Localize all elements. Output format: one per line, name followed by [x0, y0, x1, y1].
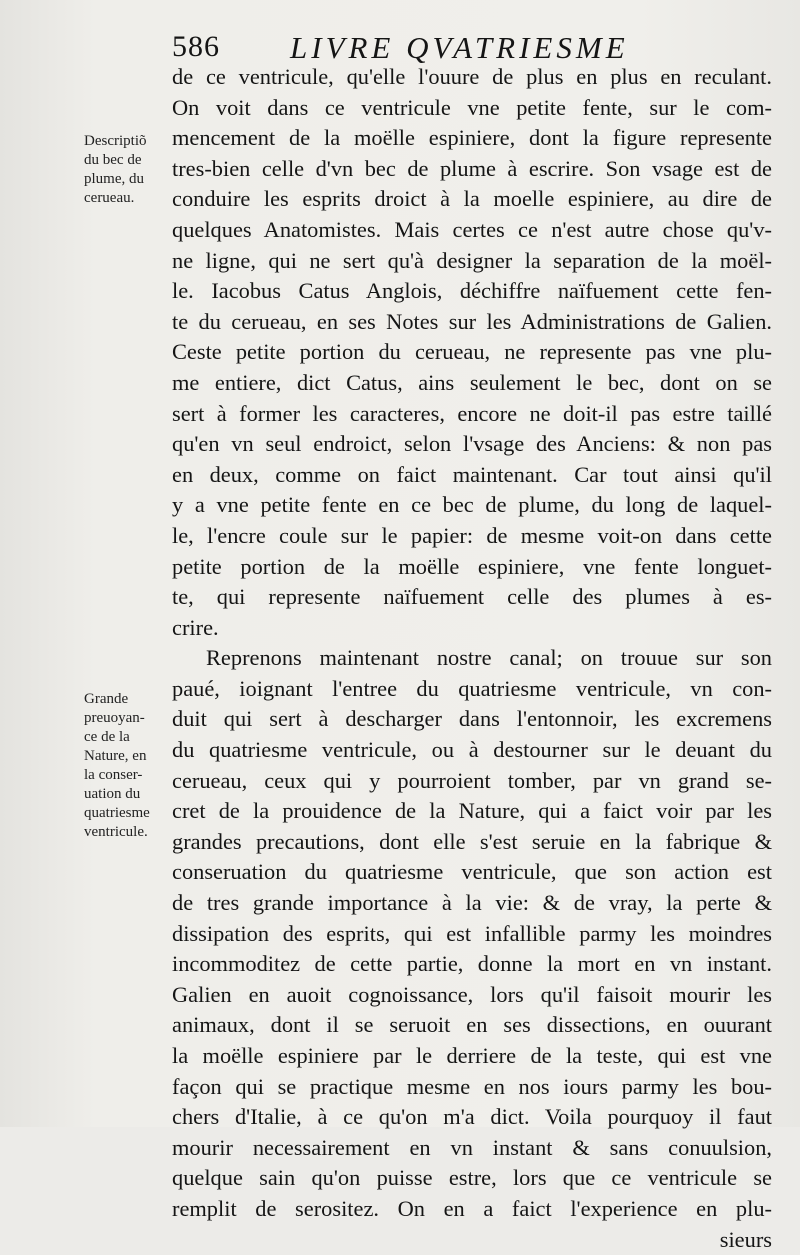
text-line: tres-bien celle d'vn bec de plume à escrire. Son vsage est de [172, 155, 772, 181]
text-line: la moëlle espiniere par le derriere de la teste, qui est vne [172, 1043, 772, 1068]
text-line: duit qui sert à descharger dans l'entonnoir, les excremens [172, 706, 772, 732]
text-line: paué, ioignant l'entree du quatriesme ventricule, vn con- [172, 675, 772, 701]
text-line: le. Iacobus Catus Anglois, déchiffre naïfuement cette fen- [172, 278, 772, 304]
text-line: me entiere, dict Catus, ains seulement le bec, dont on se [172, 369, 772, 395]
margin-note-line: ventricule. [84, 824, 148, 840]
margin-note-line: uation du [84, 786, 141, 802]
text-line: en deux, comme on faict maintenant. Car tout ainsi qu'il [172, 461, 772, 487]
text-line: de ce ventricule, qu'elle l'ouure de plus en plus en reculant. [172, 64, 772, 89]
text-line: mencement de la moëlle espiniere, dont la figure represente [172, 125, 772, 151]
text-line: quelque sain qu'on puisse estre, lors que ce ventricule se [172, 1165, 772, 1191]
text-line: Ceste petite portion du cerueau, ne represente pas vne plu- [172, 339, 772, 365]
text-line: grandes precautions, dont elle s'est seruie en la fabrique & [172, 828, 772, 854]
text-line: cerueau, ceux qui y pourroient tomber, par vn grand se- [172, 767, 772, 793]
margin-note-line: quatriesme [84, 805, 150, 821]
body-text [172, 62, 772, 1255]
text-line: animaux, dont il se seruoit en ses dissections, en ouurant [172, 1012, 772, 1038]
text-line: quelques Anatomistes. Mais certes ce n'est autre chose qu'v- [172, 216, 772, 242]
text-line: conseruation du quatriesme ventricule, que son action est [172, 859, 772, 885]
text-line: remplit de serositez. On en a faict l'experience en plu- [172, 1195, 772, 1221]
text-line: y a vne petite fente en ce bec de plume, du long de laquel- [172, 492, 772, 518]
margin-note-line: ce de la [84, 729, 130, 745]
text-line: On voit dans ce ventricule vne petite fente, sur le com- [172, 94, 772, 120]
margin-note-line: du bec de [84, 152, 142, 168]
margin-note-line: la conser- [84, 767, 143, 783]
margin-note-line: Descriptiõ [84, 133, 147, 149]
margin-note-line: preuoyan- [84, 710, 145, 726]
text-line: cret de la prouidence de la Nature, qui a faict voir par les [172, 798, 772, 824]
text-line: qu'en vn seul endroict, selon l'vsage des Anciens: & non pas [172, 431, 772, 457]
text-line: conduire les esprits droict à la moelle espiniere, au dire de [172, 186, 772, 212]
margin-note-line: Grande [84, 691, 129, 707]
text-line: te du cerueau, en ses Notes sur les Administrations de Galien. [172, 308, 772, 334]
text-line: chers d'Italie, à ce qu'on m'a dict. Voila pourquoy il faut [172, 1104, 772, 1130]
margin-note-line: Nature, en [84, 748, 147, 764]
text-line: de tres grande importance à la vie: & de vray, la perte & [172, 890, 772, 916]
margin-note-line: cerueau. [84, 190, 135, 206]
text-line: te, qui represente naïfuement celle des plumes à es- [172, 584, 772, 610]
text-line: Galien en auoit cognoissance, lors qu'il faisoit mourir les [172, 981, 772, 1007]
catchword: sieurs [719, 1226, 772, 1252]
text-line: petite portion de la moëlle espiniere, vne fente longuet- [172, 553, 772, 579]
page-number: 586 [172, 30, 220, 63]
text-line: du quatriesme ventricule, ou à destourner sur le deuant du [172, 737, 772, 763]
text-line: Reprenons maintenant nostre canal; on trouue sur son [206, 645, 772, 671]
margin-note-line: plume, du [84, 171, 144, 187]
margin-note-providence [84, 690, 150, 842]
text-line: ne ligne, qui ne sert qu'à designer la separation de la moël- [172, 247, 772, 273]
text-line: mourir necessairement en vn instant & sans conuulsion, [172, 1134, 772, 1160]
text-line: le, l'encre coule sur le papier: de mesme voit-on dans cette [172, 522, 772, 548]
margin-note-description [84, 132, 146, 208]
text-line: incommoditez de cette partie, donne la mort en vn instant. [172, 951, 772, 977]
text-line: façon qui se practique mesme en nos iours parmy les bou- [172, 1073, 772, 1099]
text-line: dissipation des esprits, qui est infallible parmy les moindres [172, 920, 772, 946]
text-line: crire. [172, 614, 219, 640]
text-line: sert à former les caracteres, encore ne doit-il pas estre taillé [172, 400, 772, 426]
running-title: LIVRE QVATRIESME [290, 30, 629, 65]
